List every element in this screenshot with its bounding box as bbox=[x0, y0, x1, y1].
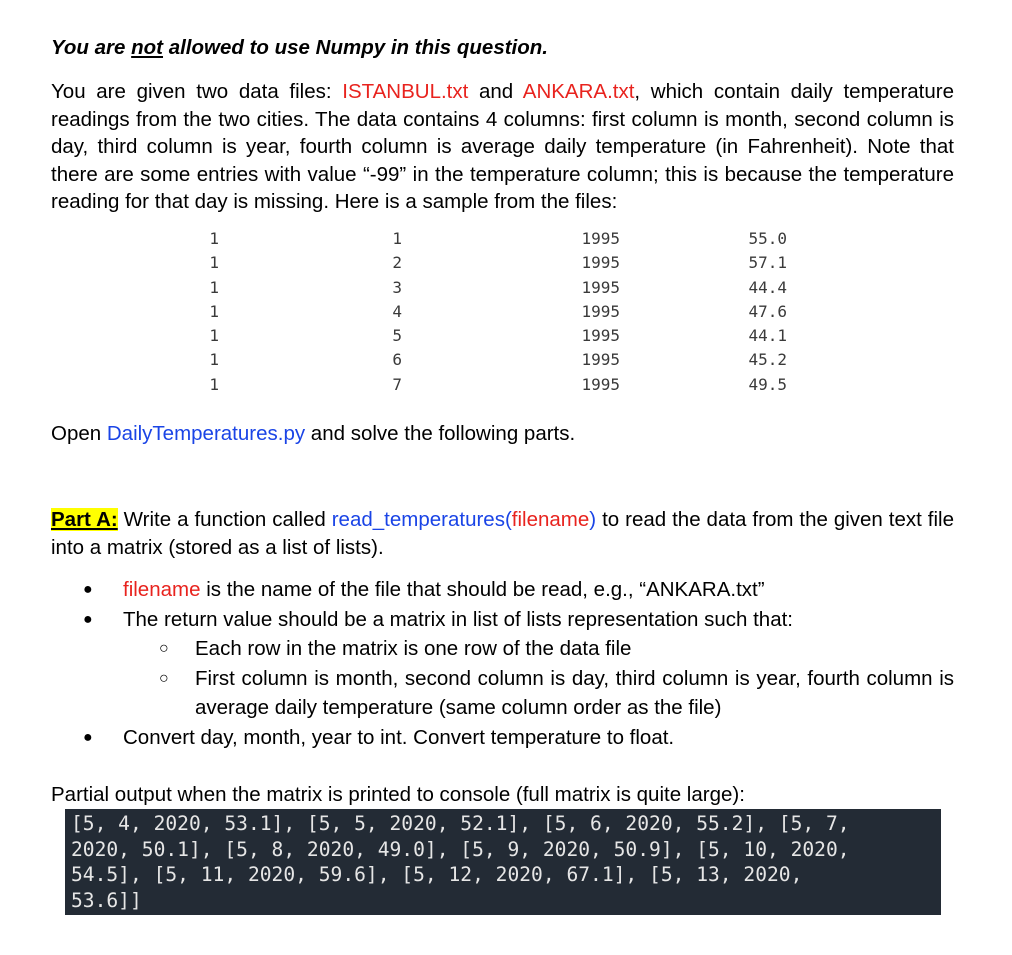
console-line: 53.6]] bbox=[71, 888, 142, 912]
sample-data-table bbox=[51, 229, 811, 399]
heading-text: You are bbox=[51, 36, 132, 59]
cell-temp: 44.1 bbox=[748, 326, 787, 346]
function-arg: filename bbox=[511, 508, 590, 531]
cell-day: 2 bbox=[392, 253, 402, 273]
sample-row bbox=[51, 229, 811, 253]
circle-bullet-icon: ○ bbox=[159, 640, 169, 657]
open-text-end: and solve the following parts. bbox=[305, 422, 576, 445]
cell-month: 1 bbox=[209, 350, 219, 370]
cell-temp: 55.0 bbox=[748, 229, 787, 248]
bullet-icon: ● bbox=[83, 581, 93, 598]
cell-month: 1 bbox=[209, 374, 219, 394]
bullet-text: Convert day, month, year to int. Convert temperature to float. bbox=[123, 725, 675, 749]
sample-row bbox=[51, 375, 811, 399]
bullet-item bbox=[51, 723, 954, 753]
function-close: ) bbox=[589, 508, 597, 531]
function-name: read_temperatures( bbox=[331, 508, 512, 531]
question-heading bbox=[51, 34, 548, 62]
sample-row bbox=[51, 302, 811, 326]
sample-row bbox=[51, 278, 811, 302]
cell-year: 1995 bbox=[581, 350, 620, 370]
intro-text: , which contain daily temperature readings from the two cities. The data contains 4 columns: first column is month, second column is day, third column is year, fourth column is average daily temperature (in Fahrenheit). Note that there are some entries with value “-99” in the temperature column; this is because the temperature reading for that day is missing. Here is a sample from the files: bbox=[51, 80, 955, 213]
open-instruction bbox=[51, 420, 575, 448]
sub-bullet-text: First column is month, second column is day, third column is year, fourth column is average daily temperature (same column order as the file) bbox=[195, 666, 954, 719]
bullet-text: The return value should be a matrix in list of lists representation such that: bbox=[123, 607, 794, 631]
cell-day: 5 bbox=[392, 326, 402, 346]
cell-month: 1 bbox=[209, 326, 219, 346]
cell-temp: 44.4 bbox=[748, 277, 787, 297]
console-line: [5, 4, 2020, 53.1], [5, 5, 2020, 52.1], [5, 6, 2020, 55.2], [5, 7, bbox=[71, 812, 850, 835]
cell-year: 1995 bbox=[581, 374, 620, 394]
console-line: 2020, 50.1], [5, 8, 2020, 49.0], [5, 9, 2020, 50.9], [5, 10, 2020, bbox=[71, 837, 850, 861]
cell-month: 1 bbox=[209, 301, 219, 321]
intro-text: and bbox=[468, 80, 523, 103]
intro-text: You are given two data files: bbox=[51, 80, 343, 103]
bullet-item bbox=[51, 605, 954, 635]
intro-paragraph bbox=[51, 78, 954, 216]
partial-output-label: Partial output when the matrix is printed to console (full matrix is quite large): bbox=[51, 783, 745, 806]
bullet-arg: filename bbox=[123, 578, 201, 601]
bullet-text: is the name of the file that should be read, e.g., “ANKARA.txt” bbox=[200, 578, 765, 601]
cell-year: 1995 bbox=[581, 326, 620, 346]
cell-temp: 47.6 bbox=[748, 301, 787, 321]
cell-year: 1995 bbox=[581, 253, 620, 273]
cell-temp: 49.5 bbox=[748, 374, 787, 394]
cell-day: 7 bbox=[392, 374, 402, 394]
circle-bullet-icon: ○ bbox=[159, 669, 169, 687]
cell-day: 3 bbox=[392, 277, 402, 297]
cell-month: 1 bbox=[209, 253, 219, 273]
heading-text-end: allowed to use Numpy in this question. bbox=[163, 36, 548, 59]
cell-year: 1995 bbox=[581, 229, 620, 248]
part-a-text: Write a function called bbox=[117, 508, 332, 531]
bullet-item bbox=[51, 575, 954, 605]
open-text: Open bbox=[51, 422, 107, 445]
sample-row bbox=[51, 253, 811, 277]
python-file: DailyTemperatures.py bbox=[106, 422, 306, 445]
sub-bullet-item bbox=[51, 664, 954, 723]
cell-month: 1 bbox=[209, 277, 219, 297]
cell-year: 1995 bbox=[581, 277, 620, 297]
requirements-list bbox=[51, 575, 954, 752]
bullet-icon: ● bbox=[83, 728, 93, 746]
cell-day: 6 bbox=[392, 350, 402, 370]
heading-not: not bbox=[131, 36, 164, 59]
console-output bbox=[65, 809, 941, 915]
console-line: 54.5], [5, 11, 2020, 59.6], [5, 12, 2020, 67.1], [5, 13, 2020, bbox=[71, 863, 803, 886]
sub-bullet-text: Each row in the matrix is one row of the data file bbox=[195, 637, 632, 660]
cell-temp: 45.2 bbox=[748, 350, 787, 370]
sample-row bbox=[51, 326, 811, 350]
cell-day: 4 bbox=[392, 301, 402, 321]
part-a-label: Part A: bbox=[51, 508, 118, 531]
ankara-file: ANKARA.txt bbox=[522, 80, 635, 103]
bullet-icon: ● bbox=[83, 610, 93, 628]
cell-day: 1 bbox=[392, 229, 402, 248]
cell-temp: 57.1 bbox=[748, 253, 787, 273]
cell-month: 1 bbox=[209, 229, 219, 248]
cell-year: 1995 bbox=[581, 301, 620, 321]
sample-row bbox=[51, 350, 811, 374]
istanbul-file: ISTANBUL.txt bbox=[342, 80, 469, 103]
part-a-text-end: to read the data from the given text file into a matrix (stored as a list of lists). bbox=[51, 508, 954, 559]
sub-bullet-item bbox=[51, 634, 954, 664]
part-a-paragraph bbox=[51, 506, 954, 561]
